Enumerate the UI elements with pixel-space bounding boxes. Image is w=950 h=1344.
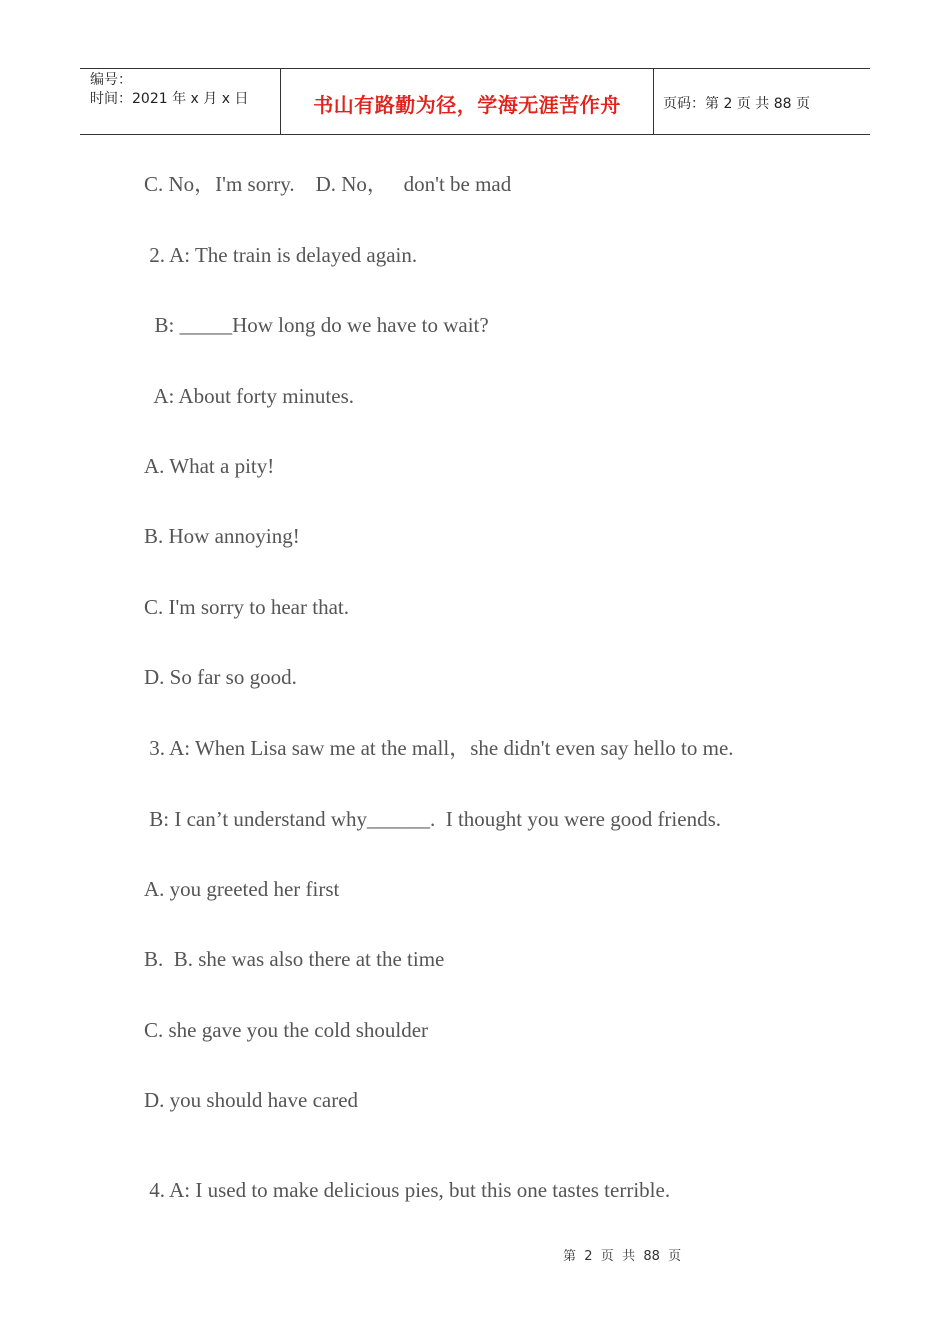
q2-option-a: A. What a pity!: [144, 454, 275, 478]
q2-line-a2: A: About forty minutes.: [144, 384, 354, 408]
q1-options-cd: C. No，I'm sorry. D. No， don't be mad: [144, 172, 512, 196]
q3-line-a: 3. A: When Lisa saw me at the mall，she didn't even say hello to me.: [144, 736, 734, 760]
q2-line-a: 2. A: The train is delayed again.: [144, 243, 418, 267]
header-meta-cell: [80, 69, 281, 134]
q2-option-b: B. How annoying!: [144, 524, 300, 548]
page-header: [80, 68, 870, 135]
q2-line-b: B: _____How long do we have to wait?: [144, 313, 489, 337]
header-number-label: 编号：: [90, 72, 132, 88]
q3-option-b: B. B. she was also there at the time: [144, 947, 445, 971]
header-page-cell: [654, 69, 870, 134]
q2-option-c: C. I'm sorry to hear that.: [144, 595, 349, 619]
q4-line-a: 4. A: I used to make delicious pies, but this one tastes terrible.: [144, 1178, 671, 1202]
q3-option-a: A. you greeted her first: [144, 877, 340, 901]
q3-option-d: D. you should have cared: [144, 1088, 359, 1112]
q3-option-c: C. she gave you the cold shoulder: [144, 1018, 429, 1042]
header-page-info: 页码：第 2 页 共 88 页: [663, 95, 810, 112]
page-footer: 第 2 页 共 88 页: [563, 1249, 682, 1264]
header-motto-cell: [281, 69, 654, 134]
q3-line-b: B: I can’t understand why______. I thought you were good friends.: [144, 807, 722, 831]
q2-option-d: D. So far so good.: [144, 665, 297, 689]
header-date-label: 时间：2021 年 x 月 x 日: [90, 91, 249, 107]
header-motto: 书山有路勤为径，学海无涯苦作舟: [313, 93, 621, 117]
